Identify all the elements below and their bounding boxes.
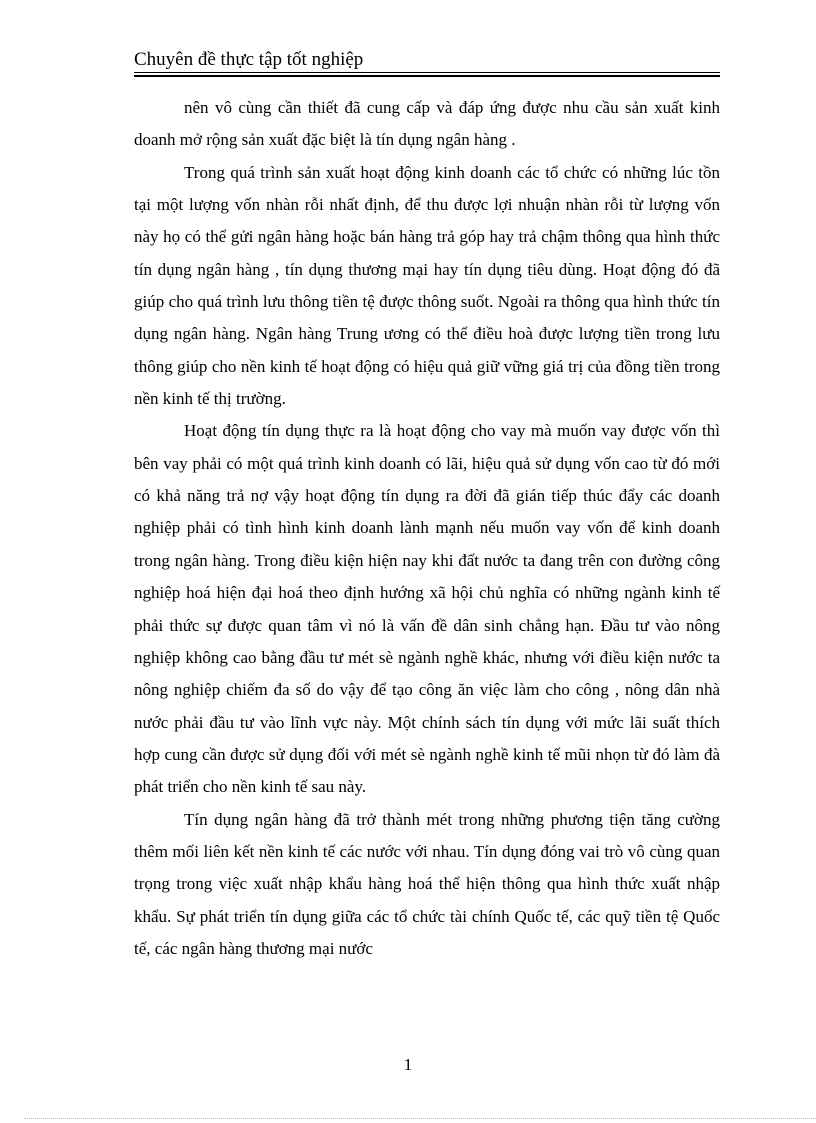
- page-header: [134, 48, 720, 74]
- header-rule-thin: [134, 72, 720, 73]
- header-rule-thick: [134, 75, 720, 77]
- paragraph-1: nên vô cùng cần thiết đã cung cấp và đáp ứng được nhu cầu sản xuất kinh doanh mở rộng sản xuất đặc biệt là tín dụng ngân hàng .: [134, 98, 720, 150]
- paragraph-4: Tín dụng ngân hàng đã trở thành mét trong những phương tiện tăng cường thêm mối liên kết nền kinh tế các nước với nhau. Tín dụng đóng vai trò vô cùng quan trọng trong việc xuất nhập khẩu hàng hoá thể hiện thông qua hình thức xuất nhập khẩu. Sự phát triển tín dụng giữa các tổ chức tài chính Quốc tế, các quỹ tiền tệ Quốc tế, các ngân hàng thương mại nước: [134, 809, 720, 958]
- header-title: Chuyên đề thực tập tốt nghiệp: [134, 49, 364, 70]
- paragraph-2: Trong quá trình sản xuất hoạt động kinh doanh các tổ chức có những lúc tồn tại một lượng vốn nhàn rỗi nhất định, để thu được lợi nhuận nhàn rỗi từ lượng vốn này họ có thể gửi ngân hàng hoặc bán hàng trả góp hay trả chậm thông qua hình thức tín dụng ngân hàng , tín dụng thương mại hay tín dụng tiêu dùng. Hoạt động đó đã giúp cho quá trình lưu thông tiền tệ được thông suốt. Ngoài ra thông qua hình thức tín dụng ngân hàng. Ngân hàng Trung ương có thể điều hoà được lượng tiền trong lưu thông giúp cho nền kinh tế hoạt động có hiệu quả giữ vững giá trị của đồng tiền trong nền kinh tế thị trường.: [134, 162, 720, 409]
- document-body: [134, 92, 720, 965]
- page-number: 1: [403, 1055, 413, 1074]
- paragraph-3: Hoạt động tín dụng thực ra là hoạt động cho vay mà muốn vay được vốn thì bên vay phải có một quá trình kinh doanh có lãi, hiệu quả sử dụng vốn cao từ đó mới có khả năng trả nợ vậy hoạt động tín dụng ra đời đã gián tiếp thúc đẩy các doanh nghiệp phải có tình hình kinh doanh lành mạnh nếu muốn vay vốn để kinh doanh trong ngân hàng. Trong điều kiện hiện nay khi đất nước ta đang trên con đường công nghiệp hoá hiện đại hoá theo định hướng xã hội chủ nghĩa có những ngành kinh tế phải thức sự được quan tâm vì nó là vấn đề dân sinh chẳng hạn. Đầu tư vào nông nghiệp không cao bằng đầu tư mét sè ngành nghề khác, nhưng với điều kiện nước ta nông nghiệp chiếm đa số do vậy để tạo công ăn việc làm cho công , nông dân nhà nước phải đầu tư vào lĩnh vực này. Một chính sách tín dụng với mức lãi suất thích hợp cung cần được sử dụng đối với mét sè ngành nghề kinh tế mũi nhọn từ đó làm đà phát triển cho nền kinh tế sau này.: [134, 421, 720, 797]
- page-bottom-edge: [24, 1118, 816, 1119]
